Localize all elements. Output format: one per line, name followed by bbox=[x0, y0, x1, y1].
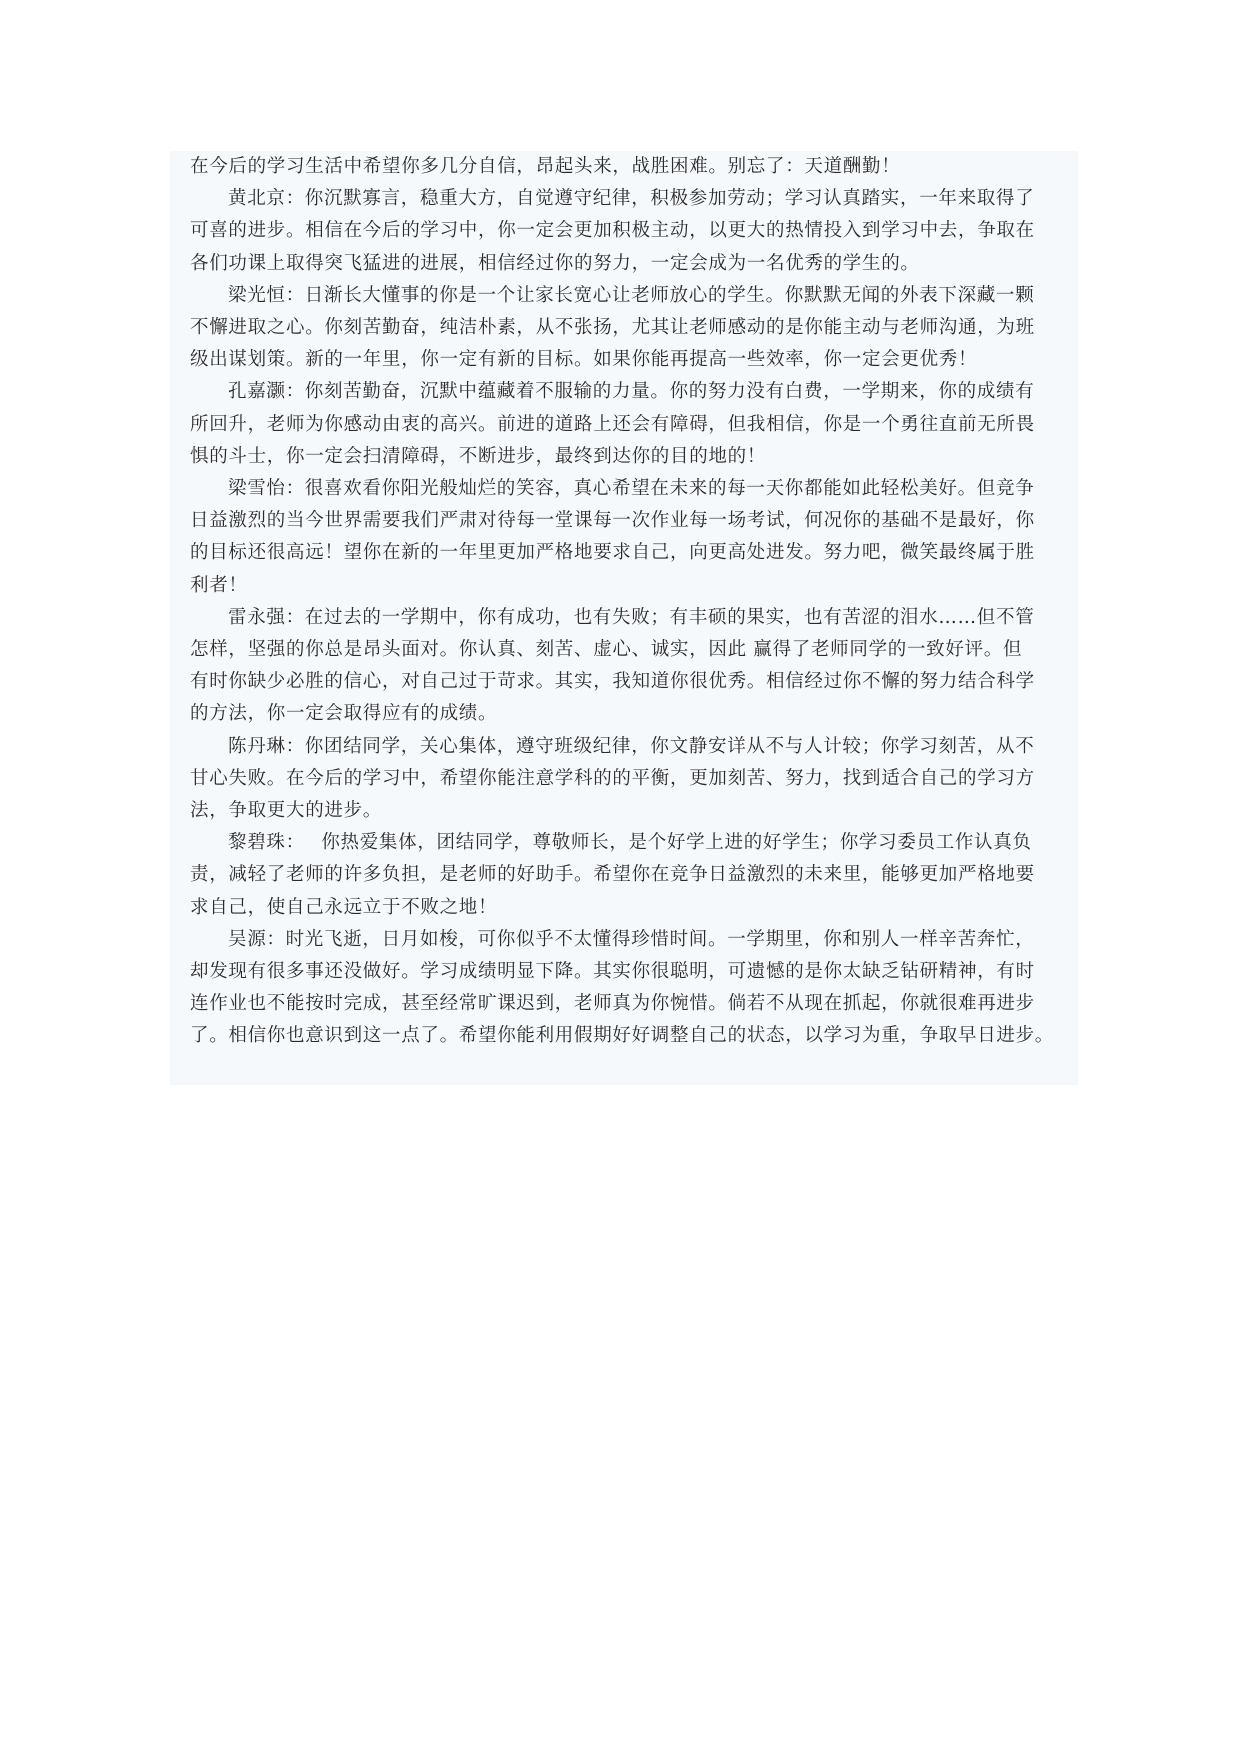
text-line: 了。相信你也意识到这一点了。希望你能利用假期好好调整自己的状态，以学习为重，争取早日进步。 bbox=[190, 1025, 1055, 1047]
paragraph-chen-danlin bbox=[190, 731, 1078, 828]
text-line: 黄北京：你沉默寡言，稳重大方，自觉遵守纪律，积极参加劳动；学习认真踏实，一年来取得了 bbox=[228, 188, 1035, 210]
paragraph-lei-yongqiang bbox=[190, 602, 1078, 731]
text-line: 黎碧珠： 你热爱集体，团结同学，尊敬师长，是个好学上进的好学生；你学习委员工作认真负 bbox=[228, 832, 1032, 854]
text-line: 责，减轻了老师的许多负担，是老师的好助手。希望你在竞争日益激烈的未来里，能够更加严格地要 bbox=[190, 864, 1035, 886]
text-line: 的方法，你一定会取得应有的成绩。 bbox=[190, 703, 498, 725]
text-line: 法，争取更大的进步。 bbox=[190, 800, 383, 822]
text-line: 连作业也不能按时完成，甚至经常旷课迟到，老师真为你惋惜。倘若不从现在抓起，你就很难再进步 bbox=[190, 993, 1035, 1015]
text-line: 可喜的进步。相信在今后的学习中，你一定会更加积极主动，以更大的热情投入到学习中去，争取在 bbox=[190, 220, 1035, 242]
paragraph-intro bbox=[190, 151, 1078, 183]
document-text-block bbox=[170, 151, 1078, 1085]
text-line: 不懈进取之心。你刻苦勤奋，纯洁朴素，从不张扬，尤其让老师感动的是你能主动与老师沟通，为班 bbox=[190, 317, 1035, 339]
text-line: 雷永强：在过去的一学期中，你有成功，也有失败；有丰硕的果实，也有苦涩的泪水……但不管 bbox=[228, 606, 1035, 628]
text-line: 利者！ bbox=[190, 574, 248, 596]
text-line: 有时你缺少必胜的信心，对自己过于苛求。其实，我知道你很优秀。相信经过你不懈的努力结合科学 bbox=[190, 671, 1035, 693]
text-line: 甘心失败。在今后的学习中，希望你能注意学科的的平衡，更加刻苦、努力，找到适合自己的学习方 bbox=[190, 767, 1035, 789]
paragraph-wu-yuan bbox=[190, 924, 1078, 1053]
text-line: 所回升，老师为你感动由衷的高兴。前进的道路上还会有障碍，但我相信，你是一个勇往直前无所畏 bbox=[190, 413, 1035, 435]
text-line: 在今后的学习生活中希望你多几分自信，昂起头来，战胜困难。别忘了：天道酬勤！ bbox=[190, 156, 901, 177]
text-line: 孔嘉灏：你刻苦勤奋，沉默中蕴藏着不服输的力量。你的努力没有白费，一学期来，你的成绩有 bbox=[228, 381, 1035, 403]
text-line: 的目标还很高远！望你在新的一年里更加严格地要求自己，向更高处进发。努力吧，微笑最终属于胜 bbox=[190, 542, 1035, 564]
paragraph-li-bizhu bbox=[190, 827, 1078, 924]
text-line: 陈丹琳：你团结同学，关心集体，遵守班级纪律，你文静安详从不与人计较；你学习刻苦，从不 bbox=[228, 735, 1035, 757]
text-line: 梁雪怡：很喜欢看你阳光般灿烂的笑容，真心希望在未来的每一天你都能如此轻松美好。但竞争 bbox=[228, 478, 1035, 500]
text-line: 各们功课上取得突飞猛进的进展，相信经过你的努力，一定会成为一名优秀的学生的。 bbox=[190, 252, 920, 274]
paragraph-liang-xueyi bbox=[190, 473, 1078, 602]
text-line: 却发现有很多事还没做好。学习成绩明显下降。其实你很聪明，可遗憾的是你太缺乏钻研精神，有时 bbox=[190, 961, 1035, 983]
text-line: 惧的斗士，你一定会扫清障碍，不断进步，最终到达你的目的地的！ bbox=[190, 445, 767, 467]
text-line: 吴源：时光飞逝，日月如梭，可你似乎不太懂得珍惜时间。一学期里，你和别人一样辛苦奔忙， bbox=[228, 928, 1035, 950]
text-line: 怎样，坚强的你总是昂头面对。你认真、刻苦、虚心、诚实，因此 赢得了老师同学的一致好评。但 bbox=[190, 639, 1023, 661]
text-line: 日益激烈的当今世界需要我们严肃对待每一堂课每一次作业每一场考试，何况你的基础不是最好，你 bbox=[190, 510, 1035, 532]
text-line: 级出谋划策。新的一年里，你一定有新的目标。如果你能再提高一些效率，你一定会更优秀！ bbox=[190, 349, 978, 371]
paragraph-huang-beijing bbox=[190, 183, 1078, 280]
text-line: 求自己，使自己永远立于不败之地！ bbox=[190, 896, 498, 918]
paragraph-liang-guangheng bbox=[190, 280, 1078, 377]
text-line: 梁光恒：日渐长大懂事的你是一个让家长宽心让老师放心的学生。你默默无闻的外表下深藏一颗 bbox=[228, 284, 1035, 306]
paragraph-kong-jiahao bbox=[190, 376, 1078, 473]
